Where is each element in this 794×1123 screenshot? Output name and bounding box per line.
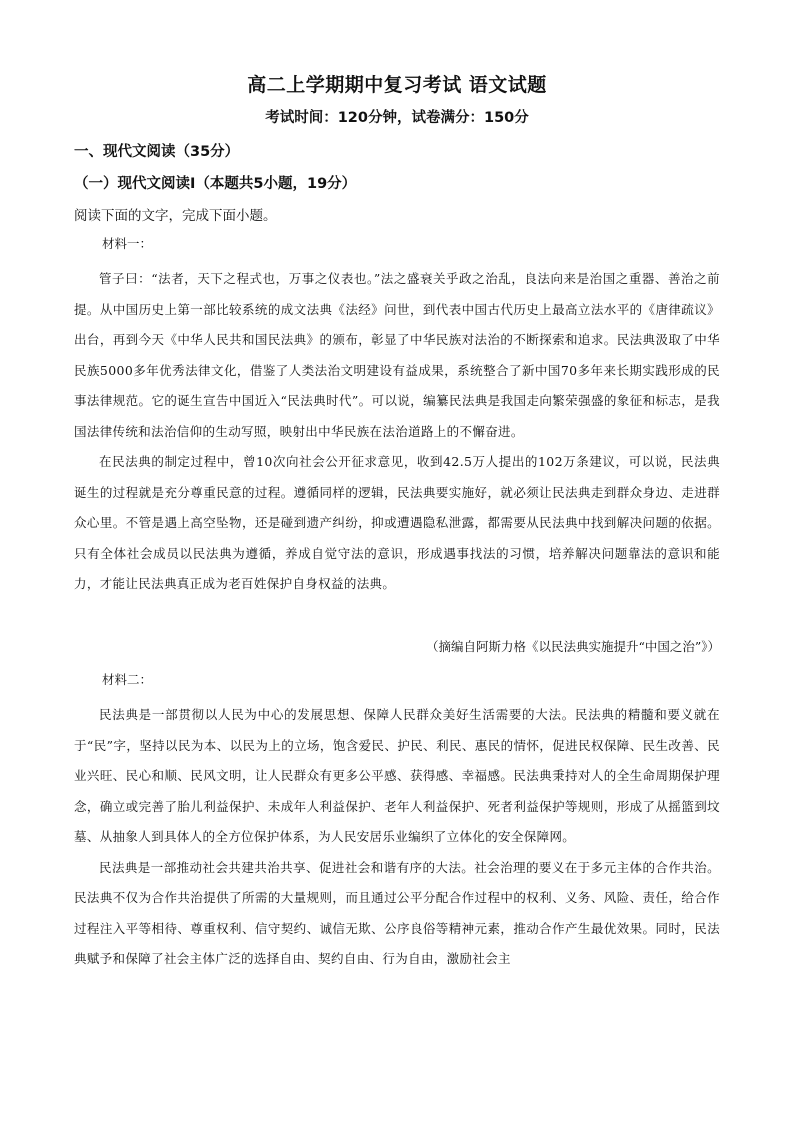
section-heading: 一、现代文阅读（35分） (74, 144, 240, 160)
material-2-label: 材料二： (102, 672, 153, 687)
reading-instruction: 阅读下面的文字，完成下面小题。 (74, 208, 277, 224)
material-1-paragraph: 在民法典的制定过程中，曾10次向社会公开征求意见，收到42.5万人提出的102万条建议，可以说，民法典诞生的过程就是充分尊重民意的过程。遵循同样的逻辑，民法典要实施好，就必须让民法典走到群众身边、走进群众心里。不管是遇上高空坠物，还是碰到遗产纠纷，抑或遭遇隐私泄露，都需要从民法典中找到解决问题的依据。只有全体社会成员以民法典为遵循，养成自觉守法的意识，形成遇事找法的习惯，培养解决问题靠法的意识和能力，才能让民法典真正成为老百姓保护自身权益的法典。 (74, 454, 720, 591)
material-1-label: 材料一： (102, 236, 153, 251)
subsection-heading: （一）现代文阅读Ⅰ（本题共5小题，19分） (74, 176, 357, 192)
material-2-body (74, 700, 720, 975)
exam-title: 高二上学期期中复习考试 语文试题 (247, 74, 547, 96)
exam-time-info: 考试时间：120分钟，试卷满分：150分 (265, 110, 529, 126)
material-2-paragraph: 民法典是一部贯彻以人民为中心的发展思想、保障人民群众美好生活需要的大法。民法典的精髓和要义就在于“民”字，坚持以民为本、以民为上的立场，饱含爱民、护民、利民、惠民的情怀，促进民权保障、民生改善、民业兴旺、民心和顺、民风文明，让人民群众有更多公平感、获得感、幸福感。民法典秉持对人的全生命周期保护理念，确立或完善了胎儿利益保护、未成年人利益保护、老年人利益保护、死者利益保护等规则，形成了从摇篮到坟墓、从抽象人到具体人的全方位保护体系，为人民安居乐业编织了立体化的安全保障网。 (74, 707, 720, 844)
material-2-paragraph: 民法典是一部推动社会共建共治共享、促进社会和谐有序的大法。社会治理的要义在于多元主体的合作共治。民法典不仅为合作共治提供了所需的大量规则，而且通过公平分配合作过程中的权利、义务、风险、责任，给合作过程注入平等相待、尊重权利、信守契约、诚信无欺、公序良俗等精神元素，推动合作产生最优效果。同时，民法典赋予和保障了社会主体广泛的选择自由、契约自由、行为自由，激励社会主 (74, 859, 720, 966)
material-1-body (74, 264, 720, 600)
material-1-source: （摘编自阿斯力格《以民法典实施提升“中国之治”》） (425, 639, 720, 654)
material-1-paragraph: 管子曰：“法者，天下之程式也，万事之仪表也。”法之盛衰关乎政之治乱，良法向来是治国之重器、善治之前提。从中国历史上第一部比较系统的成文法典《法经》问世，到代表中国古代历史上最高立法水平的《唐律疏议》出台，再到今天《中华人民共和国民法典》的颁布，彰显了中华民族对法治的不断探索和追求。民法典汲取了中华民族5000多年优秀法律文化，借鉴了人类法治文明建设有益成果，系统整合了新中国70多年来长期实践形成的民事法律规范。它的诞生宣告中国近入“民法典时代”。可以说，编纂民法典是我国走向繁荣强盛的象征和标志，是我国法律传统和法治信仰的生动写照，映射出中华民族在法治道路上的不懈奋进。 (74, 271, 720, 439)
